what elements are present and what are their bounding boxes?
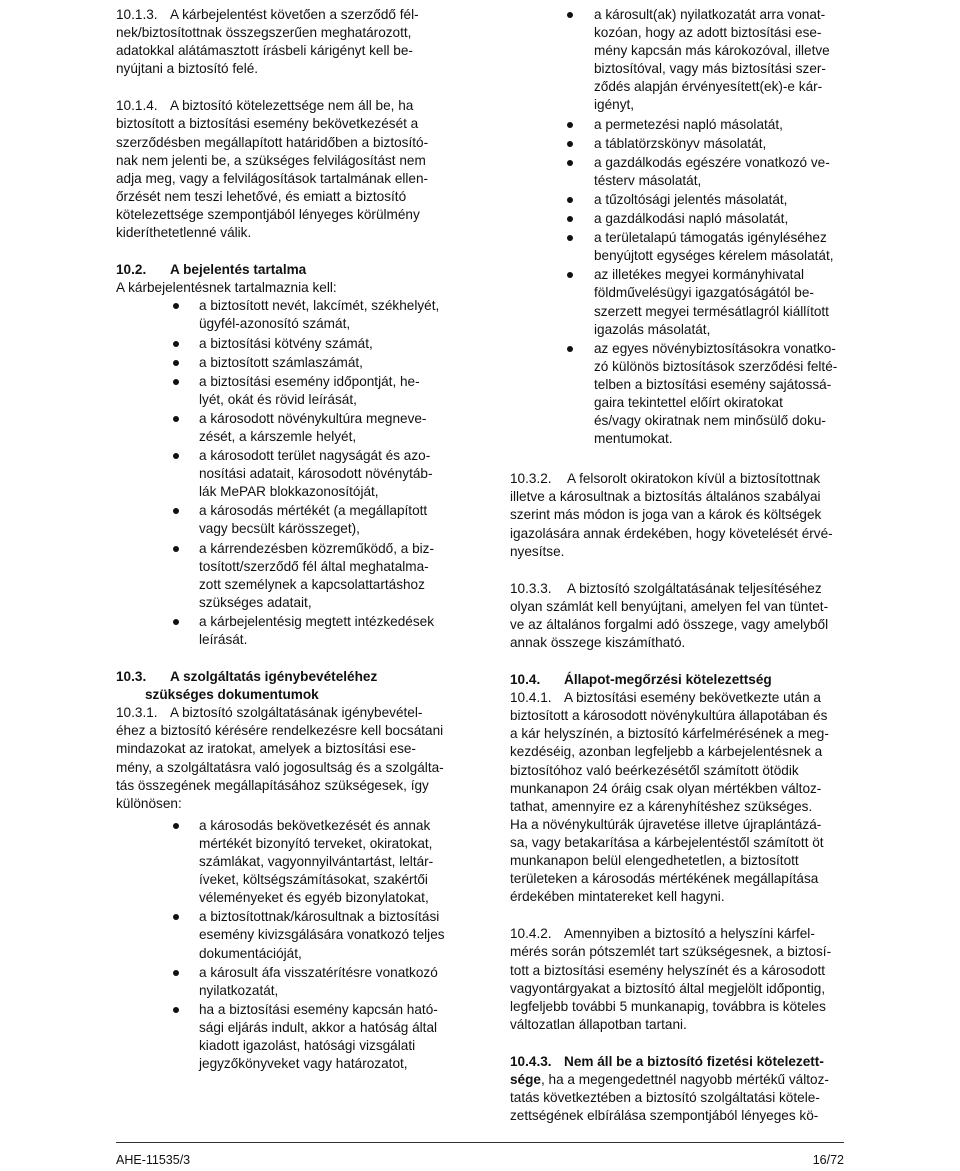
text-line: adja meg, vagy a felvilágosítások tartalmának ellen- — [116, 170, 429, 186]
text-line: annak összege kiszámítható. — [510, 635, 686, 650]
text-line: területeken a károsodás mértékének megállapítása — [510, 871, 819, 887]
section-intro: A kárbejelentésnek tartalmaznia kell: — [116, 280, 337, 296]
text-line: tathat, amennyire ez a kárenyhítéshez szükséges. — [510, 798, 813, 814]
text-line: változatlan állapotban tartani. — [510, 1016, 687, 1032]
text-line: olyan számlát kell benyújtani, amelyen fel van tüntet- — [510, 598, 829, 614]
text-line: mény, a szolgáltatásra való jogosultság és a szolgálta- — [116, 759, 444, 775]
section-10-1-4 — [116, 97, 461, 242]
footer-page-number: 16/72 — [812, 1153, 844, 1167]
bullet-list — [116, 817, 461, 1073]
text-line: kezdéséig, azonban legfeljebb a kárbejelentésnek a — [510, 744, 823, 760]
section-number: 10.4.1. — [510, 690, 552, 706]
text-line: őrzését nem teszi lehetővé, és emiatt a biztosító — [116, 188, 407, 204]
text-line: kötelezettsége szempontjából lényeges körülmény — [116, 206, 420, 222]
section-10-3-3 — [510, 580, 842, 652]
footer-divider — [116, 1142, 844, 1143]
section-10-3-2 — [510, 470, 842, 560]
text-line: A biztosító szolgáltatásának teljesítéséhez — [567, 580, 822, 596]
bullet-list — [116, 297, 461, 649]
text-line: A biztosító szolgáltatásának igénybevétel- — [170, 705, 423, 721]
section-number: 10.4.2. — [510, 926, 552, 942]
section-title: Nem áll be a biztosító fizetési kötelezett- — [564, 1053, 824, 1069]
list-item: a permetezési napló másolatát, — [594, 116, 842, 134]
text-line: illetve a károsultnak a biztosítás általános szabályai — [510, 489, 821, 505]
section-heading: 10.3. A szolgáltatás igénybevételéhez — [116, 669, 378, 685]
list-item: a tűzoltósági jelentés másolatát, — [594, 191, 842, 209]
section-heading: 10.4. Állapot-megőrzési kötelezettség — [510, 672, 772, 688]
text-line: nyújtani a biztosító felé. — [116, 61, 259, 77]
text-line: éhez a biztosító kérésére rendelkezésre kell bocsátani — [116, 723, 444, 739]
text-line: ve az általános forgalmi adó összege, vagy amelyből — [510, 616, 829, 632]
list-item: a károsodás bekövetkezését és annak mértékét bizonyító terveket, okiratokat, számlákat, vagyonnyilvántartást, leltár- íveket, költségszámításokat, szakértői véleményeket és egyéb bizonylatokat, — [199, 817, 461, 907]
text-line: munkanapon belül elengedhetetlen, a biztosított — [510, 853, 799, 869]
text-line: Ha a növénykultúrák újravetése illetve újraplántázá- — [510, 816, 822, 832]
left-column — [116, 6, 461, 1092]
text-line: munkanapon 24 óráig csak olyan mértékben változ- — [510, 780, 822, 796]
text-line: a kár helyszínén, a biztosító kárfelmérésének a meg- — [510, 726, 829, 742]
section-title-cont: sége — [510, 1071, 541, 1087]
document-list-continued — [510, 6, 842, 448]
text-line: vagyontárgyakat a biztosító által megjelölt időpontig, — [510, 980, 826, 996]
text-line: A felsorolt okiratokon kívül a biztosítottnak — [567, 471, 821, 487]
text-line: biztosított a biztosítási esemény bekövetkezését a — [116, 116, 419, 132]
text-line: sa, vagy betakarítása a kárbejelentéstől számított öt — [510, 834, 824, 850]
text-line: biztosított a károsodott növénykultúra állapotában és — [510, 708, 828, 724]
text-line: legfeljebb további 5 munkanapig, továbbra is köteles — [510, 998, 826, 1014]
list-item: a biztosított nevét, lakcímét, székhelyét, ügyfél-azonosító számát, — [199, 297, 461, 333]
text-line: adatokkal alátámasztott írásbeli kárigényt kell be- — [116, 43, 413, 59]
section-10-2 — [116, 261, 461, 649]
text-line: tatás következtében a biztosító szolgáltatási kötele- — [510, 1090, 820, 1106]
list-item: a károsodás mértékét (a megállapított vagy becsült kárösszeget), — [199, 502, 461, 538]
text-line: tott a biztosítási esemény helyszínét és a károsodott — [510, 962, 826, 978]
list-item: a biztosítottnak/károsultnak a biztosítási esemény kivizsgálására vonatkozó teljes dokumentációját, — [199, 908, 461, 962]
text-line: zettségének elbírálása szempontjából lényeges kö- — [510, 1108, 819, 1124]
section-10-4 — [510, 671, 842, 906]
list-item: a területalapú támogatás igényléséhez benyújtott egységes kérelem másolatát, — [594, 229, 842, 265]
text-line: A biztosító kötelezettsége nem áll be, ha — [170, 98, 414, 114]
text-line: szerint más módon is joga van a károk és költségek — [510, 507, 822, 523]
text-line: , ha a megengedettnél nagyobb mértékű változ- — [540, 1071, 829, 1087]
list-item: a gazdálkodási napló másolatát, — [594, 210, 842, 228]
text-line: mérés során pótszemlét tart szükségesnek, a biztosí- — [510, 944, 832, 960]
section-number: 10.3.3. — [510, 580, 552, 596]
section-number: 10.1.4. — [116, 98, 158, 114]
section-10-4-2 — [510, 925, 842, 1034]
text-line: érdekében mintatereket kell hagyni. — [510, 889, 725, 905]
text-line: A biztosítási esemény bekövetkezte után a — [564, 690, 821, 706]
section-heading: 10.2. A bejelentés tartalma — [116, 262, 307, 278]
list-item: a károsodott növénykultúra megneve- zését, a kárszemle helyét, — [199, 410, 461, 446]
text-line: különösen: — [116, 795, 182, 811]
list-item: a biztosított számlaszámát, — [199, 354, 461, 372]
list-item: a táblatörzskönyv másolatát, — [594, 135, 842, 153]
section-heading-cont: szükséges dokumentumok — [145, 687, 319, 703]
section-number: 10.3.2. — [510, 471, 552, 487]
list-item: a károsodott terület nagyságát és azo- nosítási adatait, károsodott növénytáb- lák MePAR blokkazonosítóját, — [199, 447, 461, 501]
footer-doc-id: AHE-11535/3 — [116, 1153, 191, 1167]
text-line: igazolására annak érdekében, hogy követelését érvé- — [510, 525, 833, 541]
text-line: szerződésben megállapított határidőben a biztosító- — [116, 134, 429, 150]
text-line: A kárbejelentést követően a szerződő fél- — [170, 7, 419, 22]
text-line: nek/biztosítottnak összegszerűen meghatározott, — [116, 25, 412, 41]
list-item: a károsult(ak) nyilatkozatát arra vonat- kozóan, hogy az adott biztosítási ese- mény kapcsán más károkozóval, illetve biztosítóval, vagy más biztosítási szer- ződés alapján érvényesített(ek)-e kár- igényt, — [594, 6, 842, 115]
list-item: a károsult áfa visszatérítésre vonatkozó nyilatkozatát, — [199, 964, 461, 1000]
list-item: a kárbejelentésig megtett intézkedések leírását. — [199, 613, 461, 649]
section-10-1-3 — [116, 6, 461, 78]
text-line: kideríthetetlenné válik. — [116, 225, 252, 241]
list-item: a kárrendezésben közreműködő, a biz- tosított/szerződő fél által meghatalma- zott személynek a kapcsolattartáshoz szükséges adatait, — [199, 540, 461, 612]
section-number: 10.4.3. — [510, 1053, 552, 1069]
list-item: a biztosítási kötvény számát, — [199, 335, 461, 353]
list-item: a biztosítási esemény időpontját, he- lyét, okát és rövid leírását, — [199, 373, 461, 409]
text-line: tás összegének megállapításához szükségesek, így — [116, 777, 429, 793]
section-10-4-3 — [510, 1053, 842, 1125]
right-column — [510, 6, 842, 1144]
list-item: a gazdálkodás egészére vonatkozó ve- tésterv másolatát, — [594, 154, 842, 190]
list-item: ha a biztosítási esemény kapcsán ható- sági eljárás indult, akkor a hatóság által kiadott igazolást, hatósági vizsgálati jegyzőkönyveket vagy határozatot, — [199, 1001, 461, 1073]
section-10-3 — [116, 668, 461, 1073]
section-number: 10.3.1. — [116, 705, 158, 721]
bullet-list — [510, 6, 842, 448]
list-item: az egyes növénybiztosításokra vonatko- zó különös biztosítások szerződési felté- telben a biztosítási esemény sajátossá- gaira tekintettel előírt okiratokat és/vagy okiratnak nem minősülő doku- mentumokat. — [594, 340, 842, 449]
text-line: biztosítóhoz való beérkezésétől számított ötödik — [510, 762, 799, 778]
text-line: nak nem jelenti be, a szükséges felvilágosítást nem — [116, 152, 426, 168]
list-item: az illetékes megyei kormányhivatal földművelésügyi igazgatóságától be- szerzett megyei termésátlagról kiállított igazolás másolatát, — [594, 266, 842, 338]
section-number: 10.1.3. — [116, 7, 158, 22]
text-line: mindazokat az iratokat, amelyek a biztosítási ese- — [116, 741, 416, 757]
text-line: Amennyiben a biztosító a helyszíni kárfel- — [564, 926, 815, 942]
text-line: nyesítse. — [510, 543, 565, 559]
